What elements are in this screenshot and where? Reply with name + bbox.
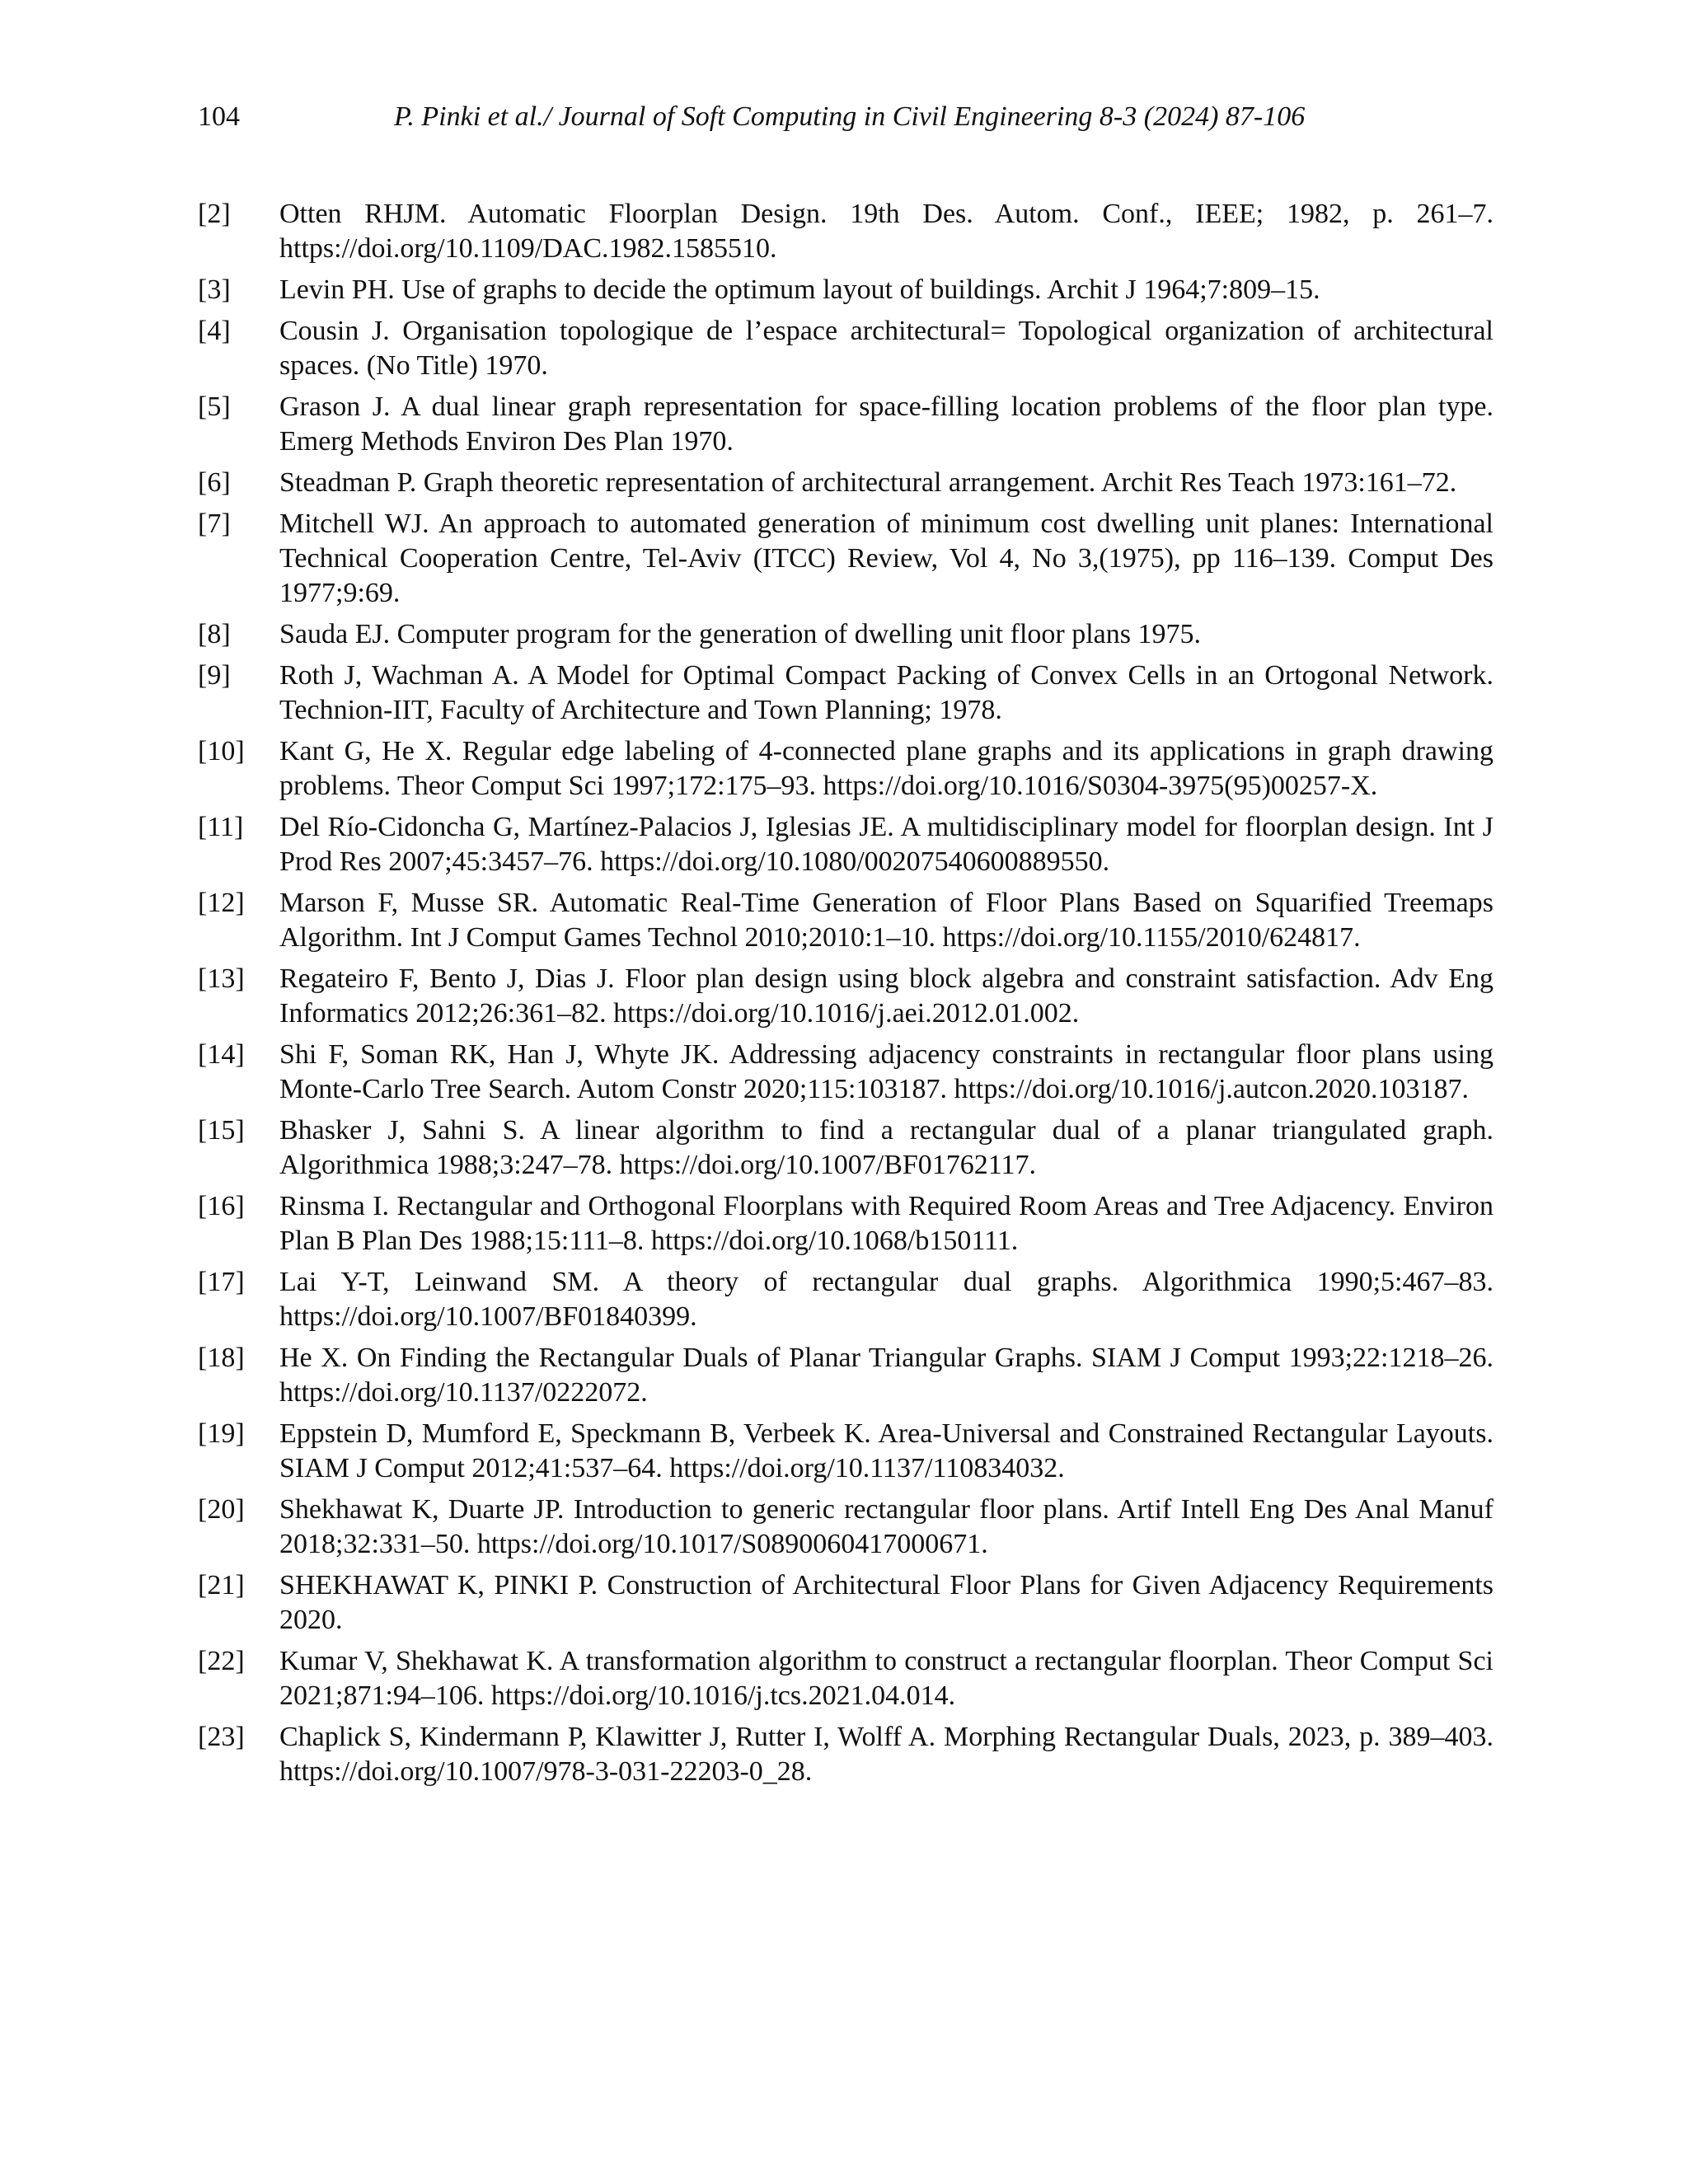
reference-text: Otten RHJM. Automatic Floorplan Design. 19th Des. Autom. Conf., IEEE; 1982, p. 261–7. https://doi.org/10.1109/DAC.1982.1585510. <box>279 199 1493 264</box>
reference-text: Levin PH. Use of graphs to decide the optimum layout of buildings. Archit J 1964;7:809–15. <box>279 274 1320 305</box>
reference-text: Shi F, Soman RK, Han J, Whyte JK. Addressing adjacency constraints in rectangular floor plans using Monte-Carlo Tree Search. Autom Constr 2020;115:103187. https://doi.org/10.1016/j.autcon.2020.103187. <box>279 1039 1493 1104</box>
reference-label: [17] <box>198 1267 245 1297</box>
reference-item <box>198 1265 1493 1334</box>
reference-text: He X. On Finding the Rectangular Duals of Planar Triangular Graphs. SIAM J Comput 1993;22:1218–26. https://doi.org/10.1137/0222072. <box>279 1343 1493 1408</box>
page-number: 104 <box>198 101 240 132</box>
reference-text: Kant G, He X. Regular edge labeling of 4-connected plane graphs and its applications in graph drawing problems. Theor Comput Sci 1997;172:175–93. https://doi.org/10.1016/S0304-3975(95)00257-X. <box>279 736 1493 801</box>
reference-label: [4] <box>198 316 231 346</box>
reference-text: Del Río-Cidoncha G, Martínez-Palacios J, Iglesias JE. A multidisciplinary model for floorplan design. Int J Prod Res 2007;45:3457–76. https://doi.org/10.1080/00207540600889550. <box>279 812 1493 877</box>
reference-item <box>198 658 1493 728</box>
reference-text: SHEKHAWAT K, PINKI P. Construction of Architectural Floor Plans for Given Adjacency Requirements 2020. <box>279 1570 1493 1635</box>
reference-label: [11] <box>198 812 244 842</box>
running-header <box>198 96 1493 138</box>
reference-item <box>198 197 1493 266</box>
reference-label: [15] <box>198 1115 245 1146</box>
reference-item <box>198 1493 1493 1562</box>
reference-item <box>198 810 1493 879</box>
reference-label: [18] <box>198 1343 245 1373</box>
reference-text: Rinsma I. Rectangular and Orthogonal Floorplans with Required Room Areas and Tree Adjacency. Environ Plan B Plan Des 1988;15:111–8. https://doi.org/10.1068/b150111. <box>279 1191 1493 1256</box>
reference-list <box>198 197 1493 1796</box>
reference-label: [6] <box>198 467 231 498</box>
reference-label: [12] <box>198 888 245 918</box>
reference-label: [10] <box>198 736 245 766</box>
reference-text: Bhasker J, Sahni S. A linear algorithm to find a rectangular dual of a planar triangulated graph. Algorithmica 1988;3:247–78. https://doi.org/10.1007/BF01762117. <box>279 1115 1493 1180</box>
reference-label: [9] <box>198 660 231 691</box>
journal-citation: P. Pinki et al./ Journal of Soft Computing in Civil Engineering 8-3 (2024) 87-106 <box>394 101 1306 132</box>
reference-label: [2] <box>198 199 231 229</box>
reference-label: [8] <box>198 619 231 649</box>
reference-text: Sauda EJ. Computer program for the generation of dwelling unit floor plans 1975. <box>279 619 1201 649</box>
reference-item <box>198 314 1493 383</box>
reference-item <box>198 273 1493 307</box>
reference-label: [21] <box>198 1570 245 1601</box>
reference-label: [5] <box>198 391 231 422</box>
reference-text: Steadman P. Graph theoretic representation of architectural arrangement. Archit Res Teach 1973:161–72. <box>279 467 1457 498</box>
reference-item <box>198 1720 1493 1789</box>
reference-label: [3] <box>198 274 231 305</box>
reference-text: Eppstein D, Mumford E, Speckmann B, Verbeek K. Area-Universal and Constrained Rectangular Layouts. SIAM J Comput 2012;41:537–64. https://doi.org/10.1137/110834032. <box>279 1418 1493 1483</box>
reference-text: Roth J, Wachman A. A Model for Optimal Compact Packing of Convex Cells in an Ortogonal Network. Technion-IIT, Faculty of Architecture and Town Planning; 1978. <box>279 660 1493 725</box>
reference-text: Chaplick S, Kindermann P, Klawitter J, Rutter I, Wolff A. Morphing Rectangular Duals, 2023, p. 389–403. https://doi.org/10.1007/978-3-031-22203-0_28. <box>279 1722 1493 1787</box>
reference-text: Regateiro F, Bento J, Dias J. Floor plan design using block algebra and constraint satisfaction. Adv Eng Informatics 2012;26:361–82. https://doi.org/10.1016/j.aei.2012.01.002. <box>279 963 1493 1029</box>
reference-label: [23] <box>198 1722 245 1752</box>
reference-item <box>198 1568 1493 1638</box>
reference-item <box>198 1644 1493 1713</box>
reference-label: [22] <box>198 1646 245 1676</box>
reference-text: Lai Y-T, Leinwand SM. A theory of rectangular dual graphs. Algorithmica 1990;5:467–83. https://doi.org/10.1007/BF01840399. <box>279 1267 1493 1332</box>
reference-item <box>198 962 1493 1031</box>
reference-label: [20] <box>198 1494 245 1525</box>
reference-text: Marson F, Musse SR. Automatic Real-Time Generation of Floor Plans Based on Squarified Treemaps Algorithm. Int J Comput Games Technol 2010;2010:1–10. https://doi.org/10.1155/2010/624817. <box>279 888 1493 953</box>
reference-item <box>198 1341 1493 1410</box>
reference-item <box>198 886 1493 955</box>
reference-text: Shekhawat K, Duarte JP. Introduction to generic rectangular floor plans. Artif Intell Eng Des Anal Manuf 2018;32:331–50. https://doi.org/10.1017/S0890060417000671. <box>279 1494 1493 1559</box>
reference-label: [19] <box>198 1418 245 1449</box>
reference-item <box>198 1189 1493 1258</box>
reference-label: [13] <box>198 963 245 994</box>
reference-text: Mitchell WJ. An approach to automated generation of minimum cost dwelling unit planes: International Technical Cooperation Centre, Tel-Aviv (ITCC) Review, Vol 4, No 3,(1975), pp 116–139. Comput Des 1977;9:69. <box>279 509 1493 608</box>
reference-text: Kumar V, Shekhawat K. A transformation algorithm to construct a rectangular floorplan. Theor Comput Sci 2021;871:94–106. https://doi.org/10.1016/j.tcs.2021.04.014. <box>279 1646 1493 1711</box>
reference-item <box>198 1038 1493 1107</box>
reference-label: [16] <box>198 1191 245 1221</box>
reference-item <box>198 466 1493 500</box>
reference-text: Grason J. A dual linear graph representation for space-filling location problems of the floor plan type. Emerg Methods Environ Des Plan 1970. <box>279 391 1493 457</box>
reference-item <box>198 617 1493 652</box>
reference-label: [7] <box>198 509 231 539</box>
reference-label: [14] <box>198 1039 245 1070</box>
reference-item <box>198 734 1493 804</box>
reference-item <box>198 1417 1493 1486</box>
reference-item <box>198 507 1493 611</box>
reference-item <box>198 1113 1493 1183</box>
reference-text: Cousin J. Organisation topologique de l’espace architectural= Topological organization of architectural spaces. (No Title) 1970. <box>279 316 1493 381</box>
reference-item <box>198 390 1493 459</box>
